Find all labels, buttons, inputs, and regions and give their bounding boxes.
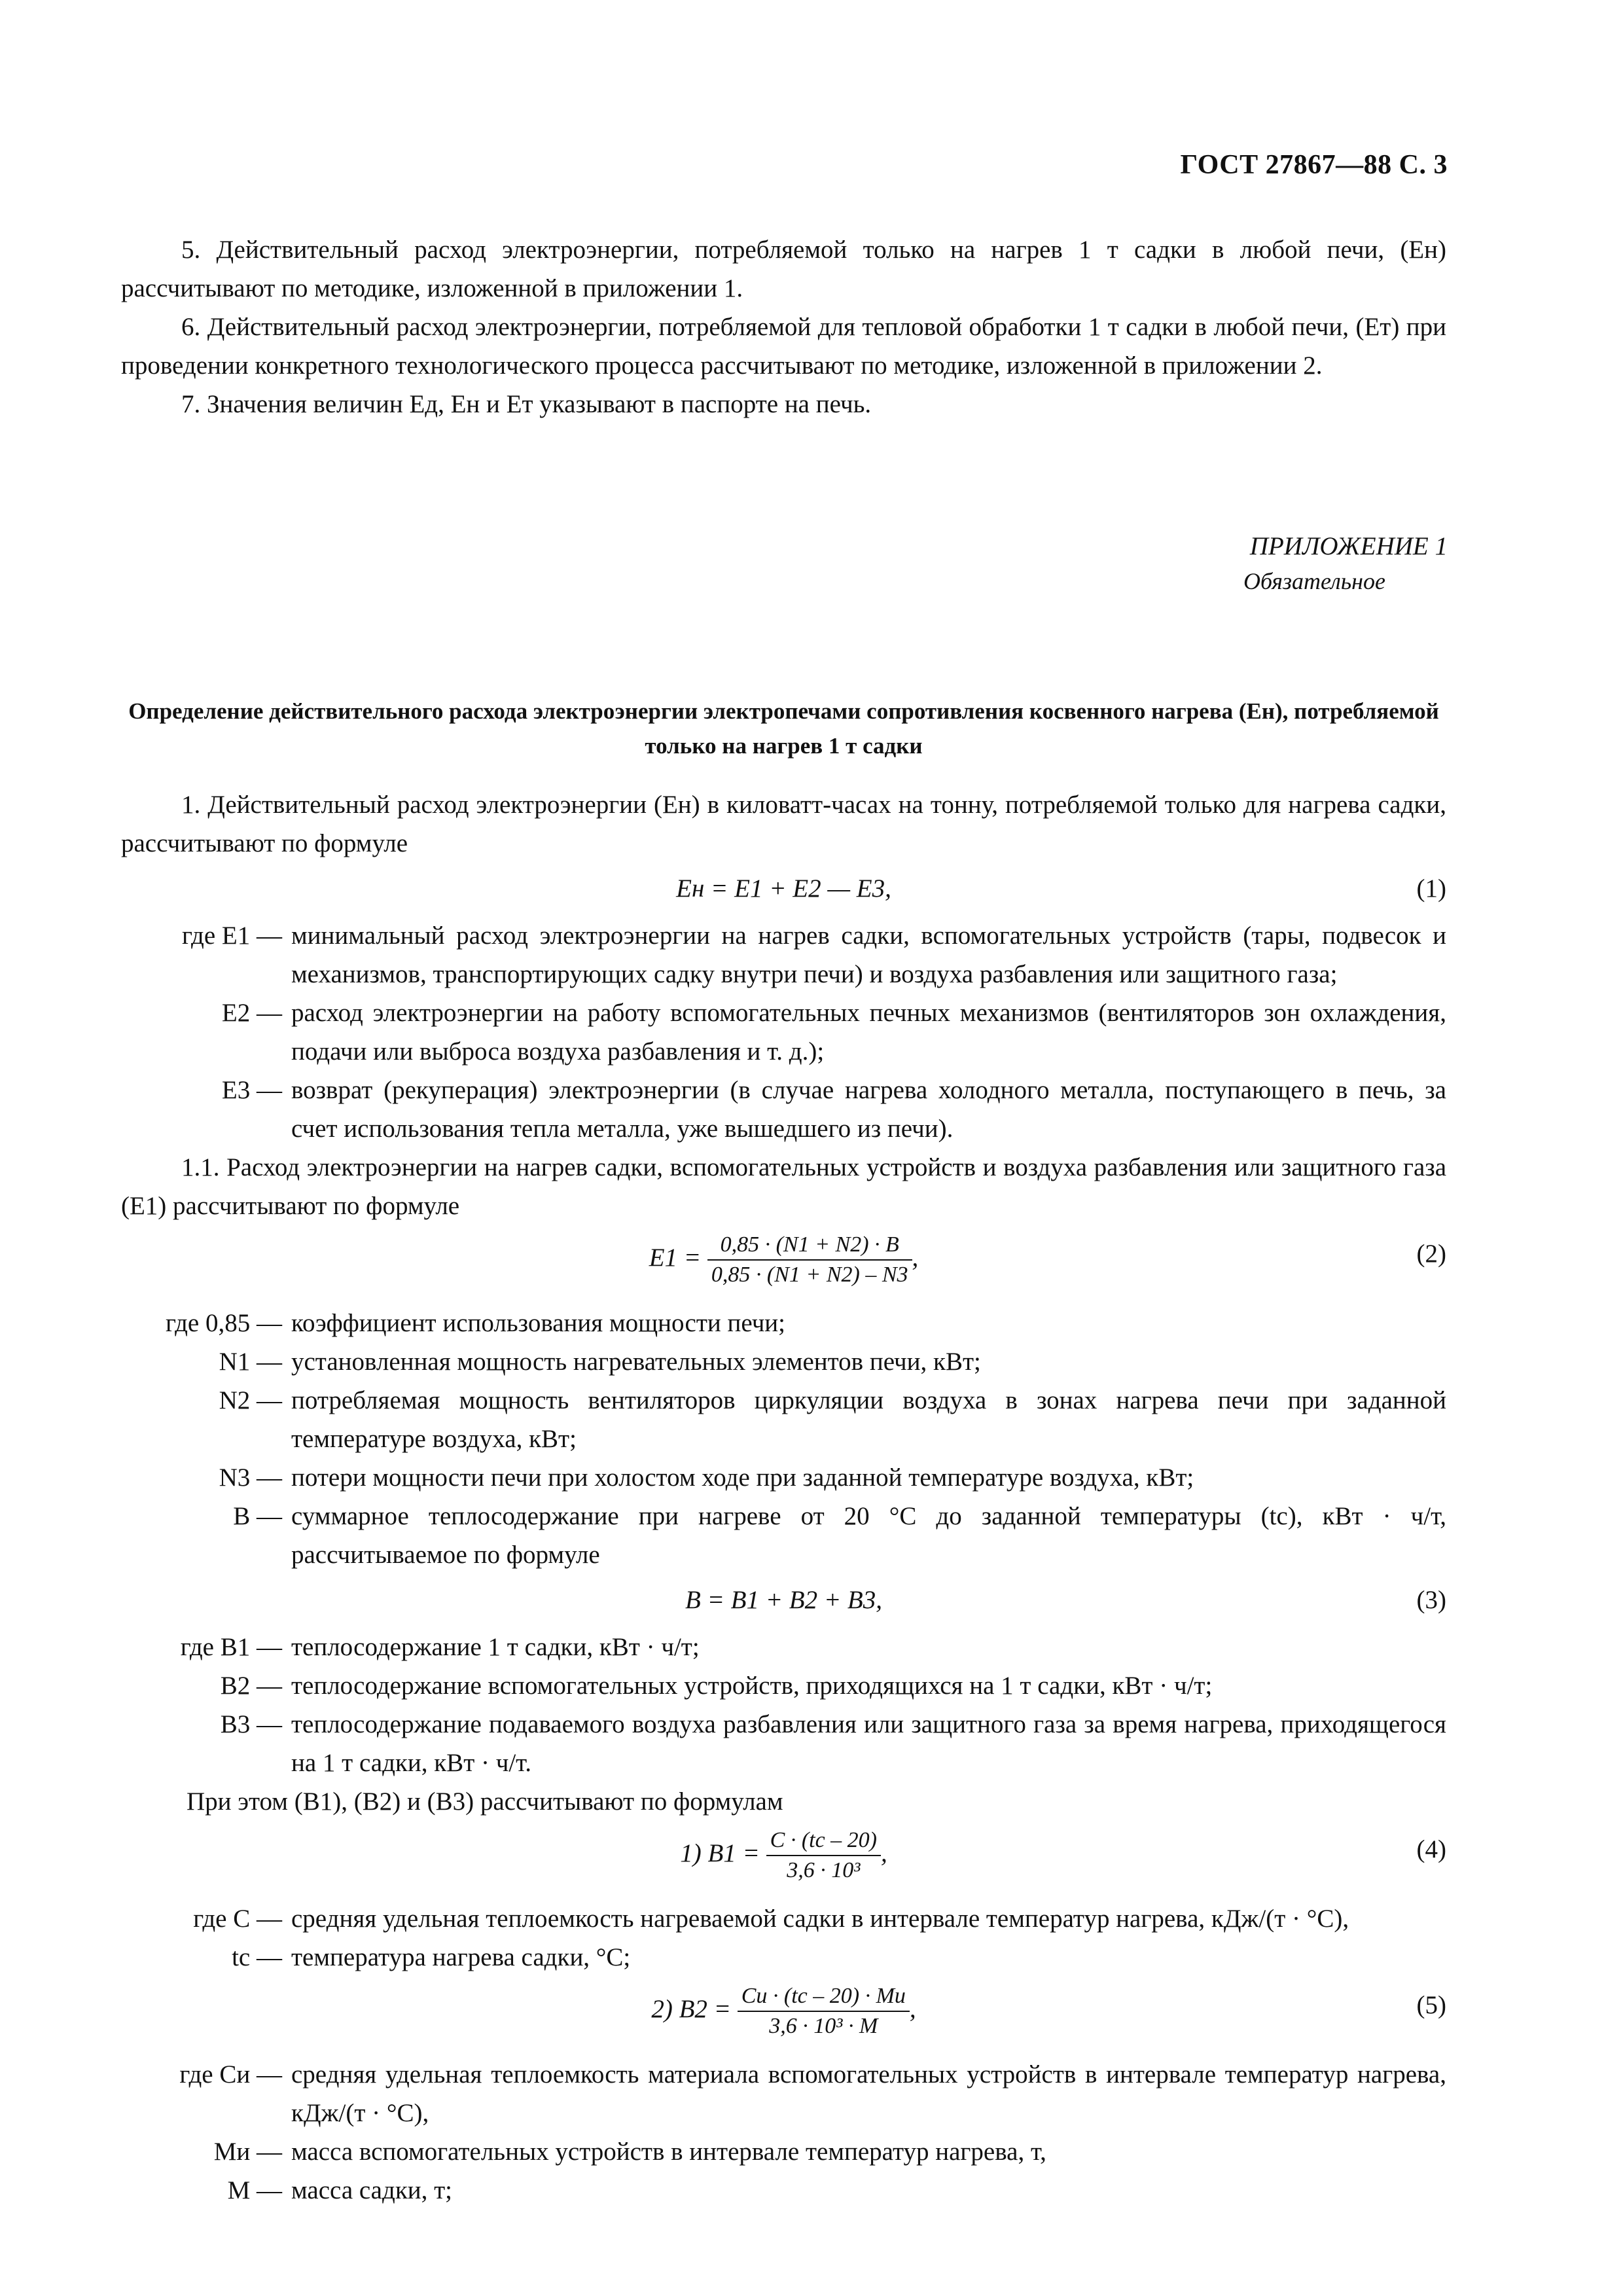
definition-text: потребляемая мощность вентиляторов циркуляции воздуха в зонах нагрева печи при заданной температуре воздуха, кВт; bbox=[291, 1386, 1446, 1453]
formula-2 bbox=[121, 1225, 1446, 1304]
definition-text: коэффициент использования мощности печи; bbox=[291, 1309, 786, 1337]
formula-1-number: (1) bbox=[1416, 874, 1446, 903]
formula-2-lhs: E1 = bbox=[649, 1243, 702, 1272]
paragraph-formulas: При этом (B1), (B2) и (B3) рассчитывают по формулам bbox=[187, 1787, 783, 1816]
definitions-1 bbox=[121, 916, 1446, 1148]
formula-5-number: (5) bbox=[1416, 1991, 1446, 2019]
definition-symbol: B2 — bbox=[220, 1672, 282, 1700]
definition-symbol: где Cи — bbox=[179, 2060, 282, 2089]
annex-title: ПРИЛОЖЕНИЕ 1 bbox=[1249, 532, 1448, 560]
definitions-2 bbox=[121, 1304, 1446, 1574]
definition-symbol: B — bbox=[233, 1502, 282, 1530]
paragraph-1: 1. Действительный расход электроэнергии (Eн) в киловатт-часах на тонну, потребляемой только для нагрева садки, рассчитывают по формуле bbox=[121, 791, 1446, 857]
definition-text: теплосодержание вспомогательных устройств, приходящихся на 1 т садки, кВт · ч/т; bbox=[291, 1672, 1213, 1700]
formula-2-tail: , bbox=[912, 1243, 919, 1272]
annex-status: Обязательное bbox=[1243, 568, 1385, 594]
formula-2-numerator: 0,85 · (N1 + N2) · B bbox=[707, 1230, 912, 1261]
definition-item bbox=[121, 1342, 1446, 1381]
definition-symbol: где 0,85 — bbox=[166, 1309, 282, 1337]
formula-2-number: (2) bbox=[1416, 1240, 1446, 1268]
definition-symbol: E3 — bbox=[221, 1076, 282, 1104]
intro-section bbox=[121, 230, 1446, 423]
definition-symbol: N2 — bbox=[219, 1386, 282, 1414]
definition-item bbox=[121, 2171, 1446, 2210]
definition-symbol: M — bbox=[227, 2176, 282, 2204]
definition-symbol: где E1 — bbox=[181, 922, 282, 950]
formula-1 bbox=[121, 863, 1446, 916]
formula-5-fraction bbox=[738, 1982, 910, 2041]
definitions-4 bbox=[121, 1899, 1446, 1977]
definition-symbol: E2 — bbox=[221, 999, 282, 1027]
definition-text: суммарное теплосодержание при нагреве от 20 °С до заданной температуры (tс), кВт · ч/т, рассчитываемое по формуле bbox=[291, 1502, 1446, 1569]
definition-item bbox=[121, 1666, 1446, 1705]
formula-5-numerator: Cи · (tс – 20) · Mи bbox=[738, 1982, 910, 2012]
formula-4-denominator: 3,6 · 10³ bbox=[787, 1858, 861, 1882]
formula-5-lhs: 2) B2 = bbox=[651, 1994, 731, 2023]
definition-text: теплосодержание 1 т садки, кВт · ч/т; bbox=[291, 1633, 700, 1661]
paragraph-5: 5. Действительный расход электроэнергии, потребляемой только на нагрев 1 т садки в любой печи, (Eн) рассчитывают по методике, изложенной в приложении 1. bbox=[121, 236, 1446, 302]
definition-item bbox=[121, 1628, 1446, 1666]
formula-2-fraction bbox=[707, 1230, 912, 1289]
definition-item bbox=[121, 1304, 1446, 1342]
formula-3-body: B = B1 + B2 + B3, bbox=[685, 1586, 882, 1614]
formula-5-denominator: 3,6 · 10³ · M bbox=[769, 2014, 878, 2038]
definition-text: возврат (рекуперация) электроэнергии (в случае нагрева холодного металла, поступающего в печь, за счет использования тепла металла, уже вышедшего из печи). bbox=[291, 1076, 1446, 1143]
formula-4-lhs: 1) B1 = bbox=[680, 1839, 760, 1867]
annex-body bbox=[121, 785, 1446, 2210]
formula-3-number: (3) bbox=[1416, 1586, 1446, 1614]
formula-4-tail: , bbox=[881, 1839, 887, 1867]
definition-symbol: где B1 — bbox=[180, 1633, 282, 1661]
definition-text: теплосодержание подаваемого воздуха разбавления или защитного газа за время нагрева, приходящегося на 1 т садки, кВт · ч/т. bbox=[291, 1710, 1446, 1777]
formula-4-fraction bbox=[766, 1826, 881, 1885]
definition-item bbox=[121, 1938, 1446, 1977]
definition-symbol: Mи — bbox=[213, 2138, 282, 2166]
definition-item bbox=[121, 916, 1446, 994]
definition-text: минимальный расход электроэнергии на нагрев садки, вспомогательных устройств (тары, подвесок и механизмов, транспортирующих садку внутри печи) и воздуха разбавления или защитного газа; bbox=[291, 922, 1446, 988]
page-header: ГОСТ 27867—88 С. 3 bbox=[1180, 150, 1448, 180]
definition-text: расход электроэнергии на работу вспомогательных печных механизмов (вентиляторов зон охлаждения, подачи или выброса воздуха разбавления и т. д.); bbox=[291, 999, 1446, 1066]
definition-text: средняя удельная теплоемкость материала вспомогательных устройств в интервале температур нагрева, кДж/(т · °С), bbox=[291, 2060, 1446, 2127]
definition-item bbox=[121, 2055, 1446, 2132]
definition-item bbox=[121, 1071, 1446, 1148]
definition-item bbox=[121, 1458, 1446, 1497]
definition-item bbox=[121, 1899, 1446, 1938]
definition-text: масса вспомогательных устройств в интервале температур нагрева, т, bbox=[291, 2138, 1046, 2166]
definition-symbol: N1 — bbox=[219, 1348, 282, 1376]
definition-text: установленная мощность нагревательных элементов печи, кВт; bbox=[291, 1348, 981, 1376]
definition-item bbox=[121, 1705, 1446, 1782]
definition-text: масса садки, т; bbox=[291, 2176, 453, 2204]
definition-item bbox=[121, 1381, 1446, 1458]
formula-5 bbox=[121, 1977, 1446, 2055]
definition-item bbox=[121, 994, 1446, 1071]
definition-symbol: N3 — bbox=[219, 1463, 282, 1492]
definition-item bbox=[121, 2132, 1446, 2171]
formula-1-body: Eн = E1 + E2 — E3, bbox=[676, 874, 891, 903]
formula-2-denominator: 0,85 · (N1 + N2) – N3 bbox=[711, 1263, 908, 1287]
definition-text: температура нагрева садки, °С; bbox=[291, 1943, 631, 1971]
definition-symbol: где C — bbox=[193, 1905, 282, 1933]
formula-4-numerator: C · (tс – 20) bbox=[766, 1826, 881, 1856]
definition-text: потери мощности печи при холостом ходе при заданной температуре воздуха, кВт; bbox=[291, 1463, 1194, 1492]
formula-4 bbox=[121, 1821, 1446, 1899]
paragraph-7: 7. Значения величин Eд, Eн и Eт указывают в паспорте на печь. bbox=[181, 390, 872, 418]
paragraph-6: 6. Действительный расход электроэнергии, потребляемой для тепловой обработки 1 т садки в любой печи, (Eт) при проведении конкретного технологического процесса рассчитывают по методике, изложенной в приложении 2. bbox=[121, 313, 1446, 380]
definition-item bbox=[121, 1497, 1446, 1574]
definitions-5 bbox=[121, 2055, 1446, 2210]
formula-4-number: (4) bbox=[1416, 1835, 1446, 1863]
definition-symbol: B3 — bbox=[220, 1710, 282, 1738]
annex-label bbox=[1243, 529, 1448, 598]
section-title: Определение действительного расхода электроэнергии электропечами сопротивления косвенного нагрева (Eн), потребляемой только на нагрев 1 т садки bbox=[128, 698, 1439, 759]
definition-text: средняя удельная теплоемкость нагреваемой садки в интервале температур нагрева, кДж/(т · °С), bbox=[291, 1905, 1349, 1933]
paragraph-1-1: 1.1. Расход электроэнергии на нагрев садки, вспомогательных устройств и воздуха разбавления или защитного газа (E1) рассчитывают по формуле bbox=[121, 1153, 1446, 1220]
formula-5-tail: , bbox=[909, 1994, 916, 2023]
formula-3 bbox=[121, 1574, 1446, 1628]
definitions-3 bbox=[121, 1628, 1446, 1782]
definition-symbol: tс — bbox=[232, 1943, 282, 1971]
